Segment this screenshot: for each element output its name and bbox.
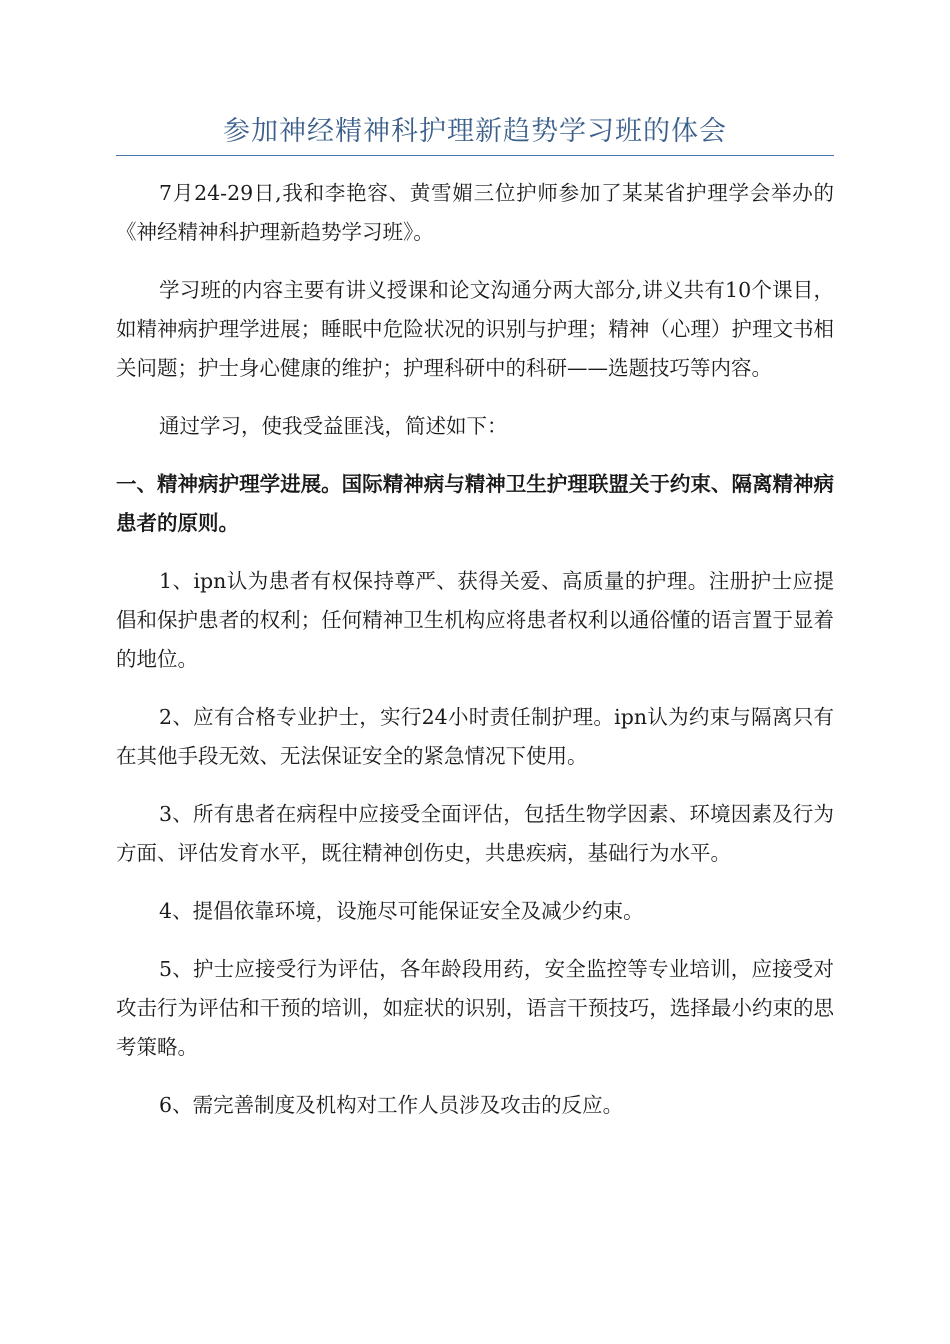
list-item-1: 1、ipn认为患者有权保持尊严、获得关爱、高质量的护理。注册护士应提倡和保护患者的权利；任何精神卫生机构应将患者权利以通俗懂的语言置于显着的地位。: [116, 569, 834, 671]
list-item-3: 3、所有患者在病程中应接受全面评估，包括生物学因素、环境因素及行为方面、评估发育水平，既往精神创伤史，共患疾病，基础行为水平。: [116, 802, 834, 865]
paragraph-intro: 7月24-29日,我和李艳容、黄雪媚三位护师参加了某某省护理学会举办的《神经精神科护理新趋势学习班》。: [116, 181, 834, 244]
document-title: 参加神经精神科护理新趋势学习班的体会: [116, 112, 834, 156]
paragraph-summary-lead: 通过学习，使我受益匪浅，简述如下：: [159, 414, 508, 438]
section-heading: 一、精神病护理学进展。国际精神病与精神卫生护理联盟关于约束、隔离精神病患者的原则。: [116, 472, 834, 535]
document-page: [116, 112, 834, 1144]
paragraph-course-content: 学习班的内容主要有讲义授课和论文沟通分两大部分,讲义共有10个课目，如精神病护理学进展；睡眠中危险状况的识别与护理；精神（心理）护理文书相关问题；护士身心健康的维护；护理科研中的科研——选题技巧等内容。: [116, 278, 834, 380]
list-item-6: 6、需完善制度及机构对工作人员涉及攻击的反应。: [159, 1093, 624, 1117]
list-item-2: 2、应有合格专业护士，实行24小时责任制护理。ipn认为约束与隔离只有在其他手段无效、无法保证安全的紧急情况下使用。: [116, 705, 834, 768]
list-item-4: 4、提倡依靠环境，设施尽可能保证安全及减少约束。: [159, 899, 644, 923]
list-item-5: 5、护士应接受行为评估，各年龄段用药，安全监控等专业培训，应接受对攻击行为评估和干预的培训，如症状的识别，语言干预技巧，选择最小约束的思考策略。: [116, 957, 834, 1059]
